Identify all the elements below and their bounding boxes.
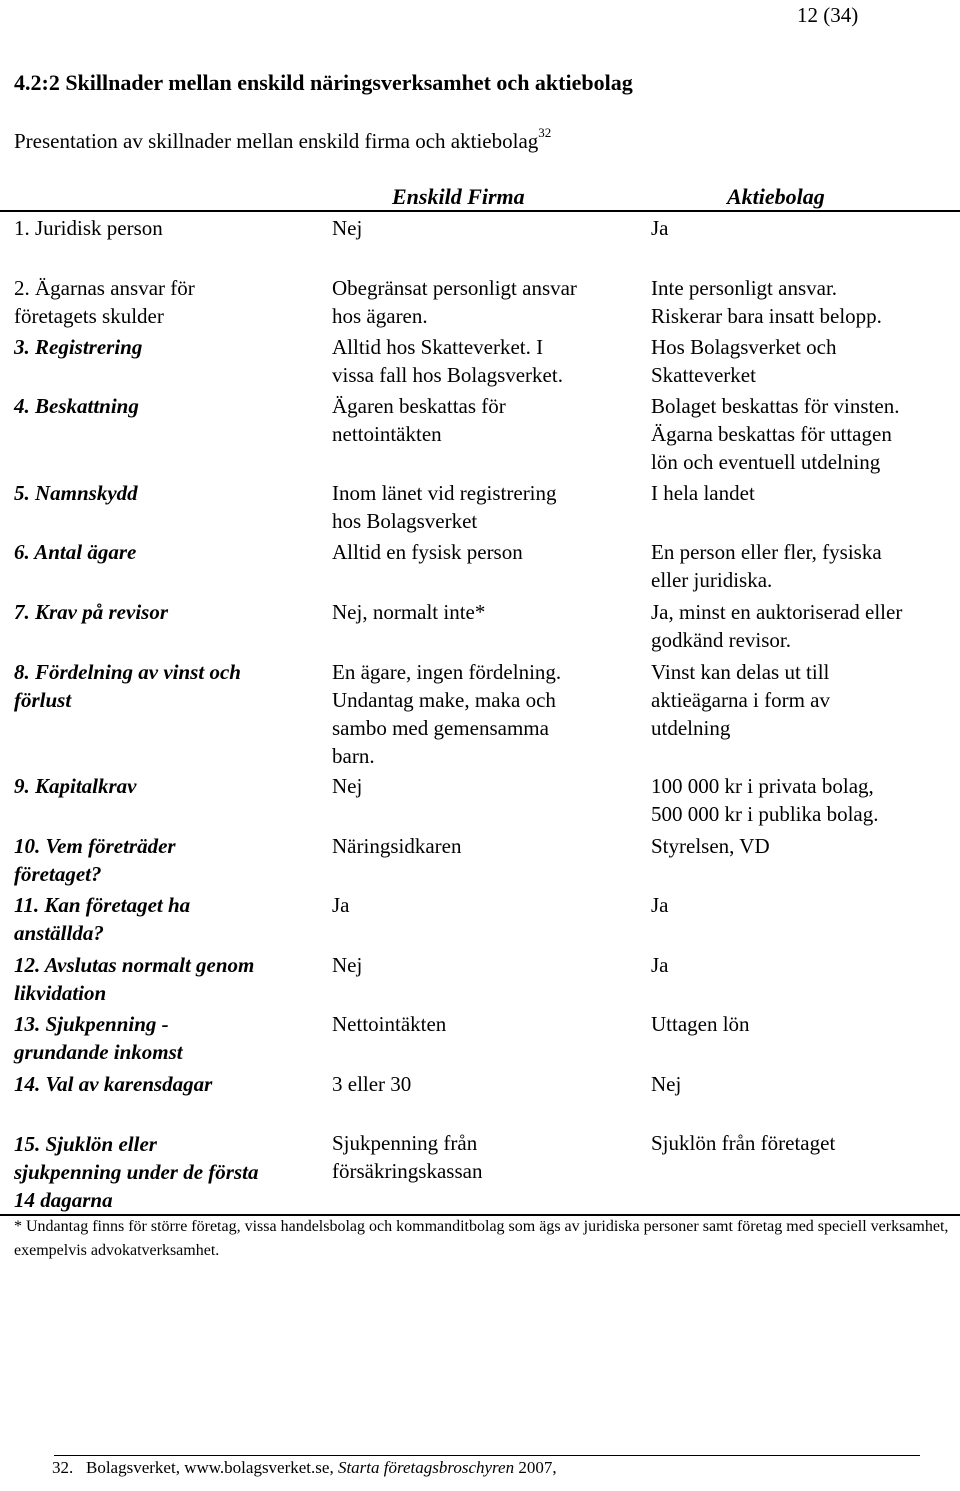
reference-note — [52, 1458, 557, 1478]
cell-aktiebolag: I hela landet — [651, 481, 755, 505]
row-label: 11. Kan företaget ha anställda? — [14, 893, 191, 945]
cell-enskild-firma: En ägare, ingen fördelning. Undantag make, maka och sambo med gemensamma barn. — [332, 660, 562, 768]
cell-aktiebolag: Sjuklön från företaget — [651, 1131, 836, 1155]
table-footnote: * Undantag finns för större företag, vissa handelsbolag och kommanditbolag som ägs av juridiska personer samt företag med speciell verksamhet, exempelvis advokatverksamhet. — [14, 1218, 949, 1259]
reference-year: 2007, — [518, 1458, 557, 1477]
cell-aktiebolag: En person eller fler, fysiska eller juridiska. — [651, 540, 882, 592]
cell-enskild-firma: Nej, normalt inte* — [332, 600, 486, 624]
cell-aktiebolag: Nej — [651, 1072, 682, 1096]
row-label: 1. Juridisk person — [14, 216, 163, 240]
row-label: 8. Fördelning av vinst och förlust — [14, 660, 241, 712]
intro-sentence: Presentation av skillnader mellan enskild firma och aktiebolag — [14, 129, 539, 153]
row-label: 13. Sjukpenning - grundande inkomst — [14, 1012, 183, 1064]
cell-aktiebolag: Bolaget beskattas för vinsten. Ägarna beskattas för uttagen lön och eventuell utdelning — [651, 394, 900, 474]
reference-title: Starta företagsbroschyren — [337, 1458, 515, 1477]
cell-aktiebolag: Uttagen lön — [651, 1012, 750, 1036]
cell-aktiebolag: Vinst kan delas ut till aktieägarna i form av utdelning — [651, 660, 830, 740]
cell-enskild-firma: Ägaren beskattas för nettointäkten — [332, 394, 506, 446]
cell-aktiebolag: Hos Bolagsverket och Skatteverket — [651, 335, 837, 387]
cell-enskild-firma: Nej — [332, 953, 363, 977]
cell-enskild-firma: Obegränsat personligt ansvar hos ägaren. — [332, 276, 577, 328]
cell-enskild-firma: Inom länet vid registrering hos Bolagsverket — [332, 481, 557, 533]
section-heading: 4.2:2 Skillnader mellan enskild näringsverksamhet och aktiebolag — [14, 70, 633, 95]
reference-source: Bolagsverket, www.bolagsverket.se, — [86, 1458, 334, 1477]
row-label: 3. Registrering — [14, 335, 143, 359]
cell-aktiebolag: Inte personligt ansvar. Riskerar bara insatt belopp. — [651, 276, 882, 328]
cell-aktiebolag: Ja — [651, 216, 669, 240]
cell-enskild-firma: Ja — [332, 893, 350, 917]
cell-enskild-firma: Alltid en fysisk person — [332, 540, 523, 564]
footnote-marker: 32 — [538, 125, 552, 140]
footnote-separator — [54, 1455, 920, 1456]
row-label: 2. Ägarnas ansvar för företagets skulder — [14, 276, 195, 328]
cell-enskild-firma: Sjukpenning från försäkringskassan — [332, 1131, 483, 1183]
cell-enskild-firma: Nej — [332, 216, 363, 240]
cell-enskild-firma: Nettointäkten — [332, 1012, 447, 1036]
cell-enskild-firma: Alltid hos Skatteverket. I vissa fall hos Bolagsverket. — [332, 335, 563, 387]
reference-number: 32. — [52, 1458, 74, 1477]
row-label: 7. Krav på revisor — [14, 600, 168, 624]
row-label: 10. Vem företräder företaget? — [14, 834, 176, 886]
column-header-aktiebolag: Aktiebolag — [727, 184, 825, 209]
intro-text — [14, 125, 552, 154]
page-number: 12 (34) — [797, 3, 859, 27]
cell-aktiebolag: Ja — [651, 893, 669, 917]
row-label: 15. Sjuklön eller sjukpenning under de första 14 dagarna — [14, 1132, 259, 1212]
row-label: 12. Avslutas normalt genom likvidation — [14, 953, 255, 1005]
cell-enskild-firma: Nej — [332, 774, 363, 798]
row-label: 5. Namnskydd — [14, 481, 138, 505]
cell-aktiebolag: Ja — [651, 953, 669, 977]
column-header-enskild-firma: Enskild Firma — [392, 184, 525, 209]
row-label: 14. Val av karensdagar — [14, 1072, 213, 1096]
cell-aktiebolag: Styrelsen, VD — [651, 834, 770, 858]
row-label: 4. Beskattning — [14, 394, 139, 418]
table-top-rule — [0, 210, 960, 212]
cell-enskild-firma: 3 eller 30 — [332, 1072, 412, 1096]
cell-aktiebolag: 100 000 kr i privata bolag, 500 000 kr i publika bolag. — [651, 774, 879, 826]
cell-enskild-firma: Näringsidkaren — [332, 834, 462, 858]
row-label: 6. Antal ägare — [14, 540, 137, 564]
cell-aktiebolag: Ja, minst en auktoriserad eller godkänd revisor. — [651, 600, 903, 652]
row-label: 9. Kapitalkrav — [14, 774, 137, 798]
